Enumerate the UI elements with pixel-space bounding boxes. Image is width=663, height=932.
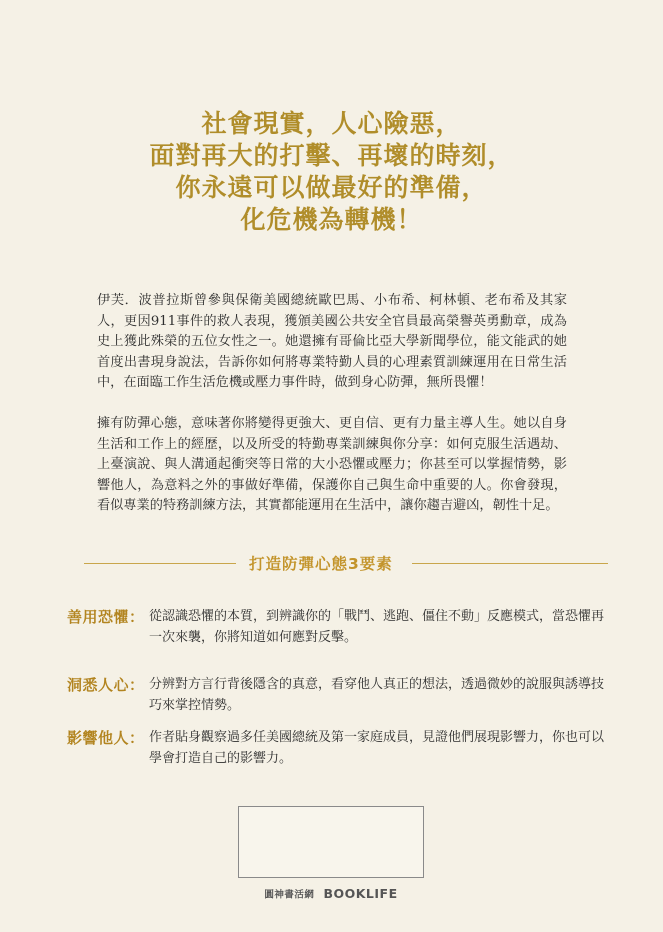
key-point-text: 分辨對方言行背後隱含的真意，看穿他人真正的想法，透過微妙的說服與誘導技巧來掌控情勢。 — [149, 677, 605, 713]
key-point-text: 從認識恐懼的本質，到辨識你的「戰鬥、逃跑、僵住不動」反應模式，當恐懼再一次來襲，你將知道如何應對反擊。 — [149, 609, 605, 645]
key-point-label: 影響他人： — [67, 729, 145, 747]
key-point — [67, 606, 607, 674]
publisher-logo — [238, 883, 424, 902]
key-points-list — [67, 606, 607, 795]
key-point — [67, 727, 607, 795]
headline-line: 化危機為轉機！ — [240, 205, 423, 234]
barcode-area — [238, 806, 424, 878]
section-title: 打造防彈心態3要素 — [249, 555, 393, 573]
description-paragraph: 擁有防彈心態，意味著你將變得更強大、更自信、更有力量主導人生。她以自身生活和工作上的經歷，以及所受的特勤專業訓練與你分享：如何克服生活遇劫、上臺演說、與人溝通起衝突等日常的大小恐懼或壓力；你甚至可以掌握情勢，影響他人，為意料之外的事做好準備，保護你自己與生命中重要的人。你會發現，看似專業的特務訓練方法，其實都能運用在生活中，讓你趨吉避凶，韌性十足。 — [97, 416, 567, 513]
divider-right — [412, 563, 608, 564]
publisher-logo-chinese: 圓神書活網 — [264, 889, 315, 901]
publisher-logo-english: BOOKLIFE — [323, 886, 398, 901]
section-header — [84, 550, 608, 578]
divider-left — [84, 563, 236, 564]
headline-line: 面對再大的打擊、再壞的時刻， — [149, 141, 514, 170]
key-point-text: 作者貼身觀察過多任美國總統及第一家庭成員，見證他們展現影響力，你也可以學會打造自己的影響力。 — [149, 730, 605, 766]
headline — [0, 108, 663, 236]
headline-line: 社會現實，人心險惡， — [201, 109, 462, 138]
key-point-label: 善用恐懼： — [67, 608, 145, 626]
headline-line: 你永遠可以做最好的準備， — [175, 173, 488, 202]
intro-paragraph: 伊芙．波普拉斯曾參與保衛美國總統歐巴馬、小布希、柯林頓、老布希及其家人，更因911事件的救人表現，獲頒美國公共安全官員最高榮譽英勇勳章，成為史上獲此殊榮的五位女性之一。她還擁有哥倫比亞大學新聞學位，能文能武的她首度出書現身說法，告訴你如何將專業特勤人員的心理素質訓練運用在日常生活中，在面臨工作生活危機或壓力事件時，做到身心防彈，無所畏懼！ — [97, 293, 567, 390]
key-point-label: 洞悉人心： — [67, 676, 145, 694]
key-point — [67, 674, 607, 727]
